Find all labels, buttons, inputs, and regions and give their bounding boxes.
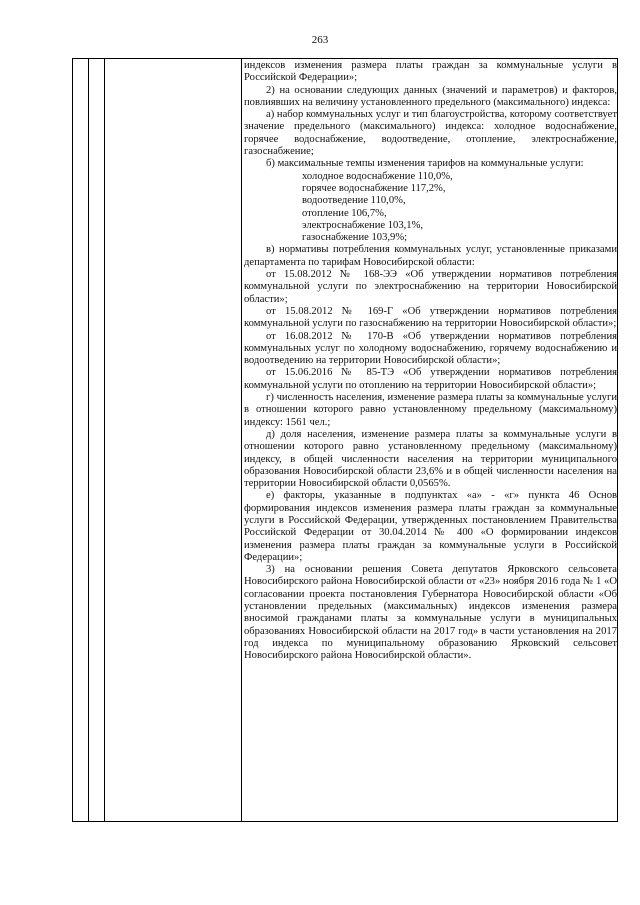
paragraph: в) нормативы потребления коммунальных услуг, установленные приказами департамента по тарифам Новосибирской области: bbox=[244, 244, 617, 268]
paragraph: 2) на основании следующих данных (значений и параметров) и факторов, повлиявших на величину установленного предельного (максимального) индекса: bbox=[244, 84, 617, 108]
table-column-divider bbox=[88, 59, 89, 821]
paragraph: от 15.06.2016 № 85-ТЭ «Об утверждении нормативов потребления коммунальной услуги по отоплению на территории Новосибирской области»; bbox=[244, 367, 617, 391]
paragraph: е) факторы, указанные в подпунктах «а» - «г» пункта 46 Основ формирования индексов изменения размера платы граждан за коммунальные услуги в Российской Федерации, утвержденных постановлением Правительства Российской Федерации от 30.04.2014 № 400 «О формировании индексов изменения размера платы граждан за коммунальные услуги в Российской Федерации»; bbox=[244, 490, 617, 563]
table-column-divider bbox=[241, 59, 242, 821]
paragraph: от 16.08.2012 № 170-В «Об утверждении нормативов потребления коммунальных услуг по холодному водоснабжению, горячему водоснабжению и водоотведению на территории Новосибирской области»; bbox=[244, 330, 617, 367]
paragraph: а) набор коммунальных услуг и тип благоустройства, которому соответствует значение предельного (максимального) индекса: холодное водоснабжение, горячее водоснабжение, водоотведение, отопление, электроснабжение, газоснабжение; bbox=[244, 109, 617, 158]
paragraph: от 15.08.2012 № 168-ЭЭ «Об утверждении нормативов потребления коммунальной услуги по электроснабжению на территории Новосибирской области»; bbox=[244, 269, 617, 305]
tariff-item: газоснабжение 103,9%; bbox=[302, 232, 408, 244]
tariff-item: электроснабжение 103,1%, bbox=[302, 219, 424, 231]
paragraph: от 15.08.2012 № 169-Г «Об утверждении нормативов потребления коммунальной услуги по газоснабжению на территории Новосибирской области»; bbox=[244, 305, 617, 330]
paragraph: г) численность населения, изменение размера платы за коммунальные услуги в отношении которого равно установленному предельному (максимальному) индексу: 1561 чел.; bbox=[244, 392, 617, 428]
table-column-divider bbox=[104, 59, 105, 821]
tariff-item: водоотведение 110,0%, bbox=[302, 195, 406, 207]
tariff-item: отопление 106,7%, bbox=[302, 207, 387, 219]
paragraph: д) доля населения, изменение размера платы за коммунальные услуги в отношении которого равно установленному предельному (максимальному) индексу, в общей численности населения на территории муниципального образования Новосибирской области 23,6% и в общей численности населения на территории Новосибирской области 0,0565%. bbox=[244, 428, 617, 490]
paragraph: 3) на основании решения Совета депутатов Ярковского сельсовета Новосибирского района Новосибирской области от «23» ноября 2016 года № 1 «О согласовании проекта постановления Губернатора Новосибирской области «Об установлении предельных (максимальных) индексов изменения размера вносимой гражданами платы за коммунальные услуги в муниципальных образованиях Новосибирской области на 2017 год» в части установления на 2017 год индекса по муниципальному образованию Ярковский сельсовет Новосибирского района Новосибирской области». bbox=[244, 564, 617, 662]
tariff-item: горячее водоснабжение 117,2%, bbox=[302, 182, 446, 194]
document-table bbox=[72, 58, 618, 822]
page-number: 263 bbox=[311, 34, 329, 46]
tariff-item: холодное водоснабжение 110,0%, bbox=[302, 170, 453, 182]
paragraph: индексов изменения размера платы граждан за коммунальные услуги в Российской Федерации»; bbox=[244, 60, 617, 84]
table-text-cell bbox=[244, 60, 617, 663]
paragraph: б) максимальные темпы изменения тарифов на коммунальные услуги: bbox=[266, 158, 584, 170]
